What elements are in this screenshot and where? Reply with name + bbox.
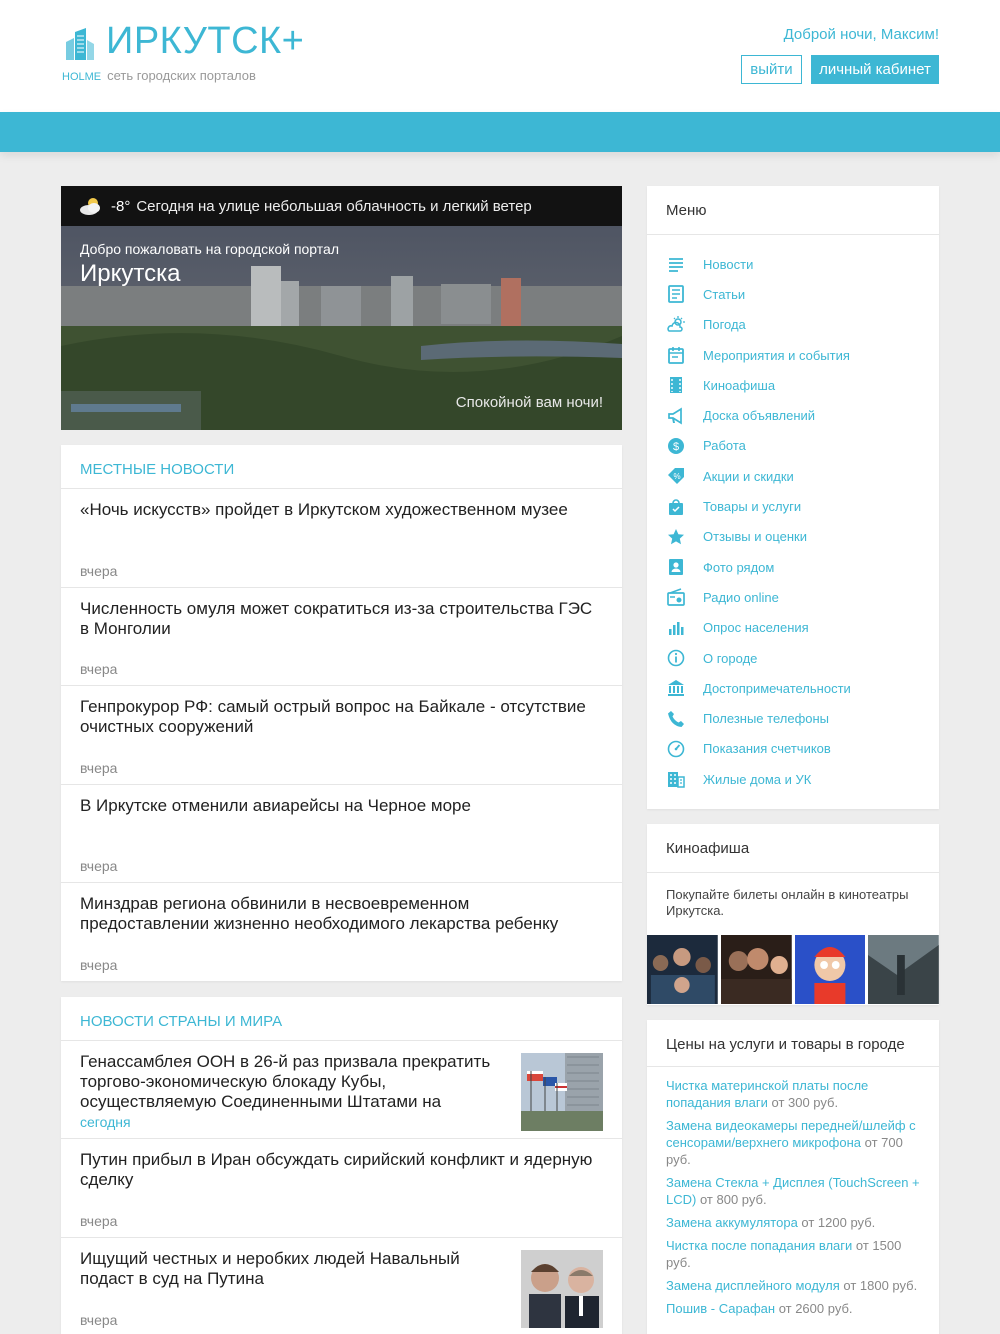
menu-item-articles[interactable] [647,279,939,309]
partly-cloudy-icon [79,196,103,216]
price-value: от 700 руб. [666,1135,903,1167]
menu-item-label: Радио online [703,589,779,605]
menu-title: Меню [647,186,939,235]
news-icon [667,255,685,273]
shopping-bag-icon [667,498,685,516]
star-icon [667,528,685,546]
navalny-putin-image[interactable] [521,1250,603,1328]
svg-text:$: $ [672,440,680,453]
price-value: от 1500 руб. [666,1238,902,1270]
news-item[interactable] [61,686,622,785]
menu-item-label: Работа [703,438,746,454]
news-time: вчера [80,759,118,776]
news-item[interactable] [61,489,622,588]
news-title[interactable]: Численность омуля может сократиться из-за строительства ГЭС в Монголии [80,598,593,638]
price-link[interactable]: Замена дисплейного модуля [666,1278,840,1293]
news-title[interactable]: Минздрав региона обвинили в несвоевременном предоставлении жизненно необходимого лекарства ребенку [80,894,559,933]
menu-item-radio[interactable] [647,582,939,612]
menu-item-label: Статьи [703,286,746,302]
megaphone-icon [667,407,685,425]
price-value: от 2600 руб. [778,1301,853,1316]
menu-item-cinema[interactable] [647,370,939,400]
logo-buildings-icon [62,28,98,64]
menu-item-discounts[interactable] [647,461,939,491]
hero-banner [61,186,622,430]
price-value: от 1200 руб. [801,1215,876,1230]
menu-item-events[interactable] [647,340,939,370]
logout-button[interactable]: выйти [741,55,802,84]
prices-title[interactable]: Цены на услуги и товары в городе [647,1020,939,1067]
news-item[interactable] [61,588,622,687]
menu-item-reviews[interactable] [647,522,939,552]
weather-description: Сегодня на улице небольшая облачность и легкий ветер [136,197,532,215]
movie-poster[interactable] [868,935,939,1004]
movie-poster[interactable] [721,935,792,1004]
menu-card [647,186,939,809]
kino-title[interactable]: Киноафиша [647,824,939,873]
menu-item-label: Доска объявлений [703,408,816,424]
greeting-text: Доброй ночи, Максим! [783,26,939,43]
personal-cabinet-button[interactable]: личный кабинет [811,55,939,84]
price-item [666,1077,920,1111]
world-news-title[interactable]: НОВОСТИ СТРАНЫ И МИРА [61,997,622,1041]
price-list [647,1067,939,1317]
news-title[interactable]: «Ночь искусств» пройдет в Иркутском художественном музее [80,500,568,519]
kino-posters [647,935,939,1004]
weather-bar[interactable] [61,186,622,226]
holme-label: HOLME [62,71,102,83]
price-value: от 300 руб. [771,1095,839,1110]
article-icon [667,285,685,303]
price-item [666,1300,920,1317]
price-link[interactable]: Замена Стекла + Дисплея (TouchScreen + LCD) [666,1175,920,1207]
poll-icon [667,619,685,637]
logo-subtitle-text: сеть городских порталов [107,68,256,83]
un-flags-image[interactable] [521,1053,603,1131]
news-title[interactable]: Путин прибыл в Иран обсуждать сирийский конфликт и ядерную сделку [80,1150,593,1189]
price-item [666,1214,920,1231]
movie-poster[interactable] [647,935,718,1004]
price-link[interactable]: Замена аккумулятора [666,1215,798,1230]
site-header [0,0,1000,112]
menu-item-label: Киноафиша [703,377,776,393]
menu-item-label: Достопримечательности [703,680,851,696]
world-news-card [61,997,622,1334]
menu-item-goods[interactable] [647,491,939,521]
radio-icon [667,588,685,606]
dollar-icon [667,437,685,455]
price-value: от 1800 руб. [843,1278,918,1293]
menu-item-meters[interactable] [647,734,939,764]
menu-item-label: Жилые дома и УК [703,771,812,787]
prices-card [647,1020,939,1334]
news-title[interactable]: Ищущий честных и неробких людей Навальный подаст в суд на Путина [80,1248,460,1288]
movie-poster[interactable] [795,935,866,1004]
price-item [666,1277,920,1294]
menu-item-weather[interactable] [647,310,939,340]
news-time: вчера [80,1212,118,1229]
price-link[interactable]: Пошив - Сарафан [666,1301,776,1316]
news-time: вчера [80,1311,118,1328]
discount-icon [667,467,685,485]
menu-item-about[interactable] [647,643,939,673]
menu-item-housing[interactable] [647,764,939,794]
news-time: вчера [80,957,118,973]
logo-subtitle [62,68,256,83]
news-item[interactable] [61,883,622,981]
news-title[interactable]: В Иркутске отменили авиарейсы на Черное море [80,795,471,815]
menu-item-label: О городе [703,650,758,666]
landmark-icon [667,679,685,697]
price-item [666,1117,920,1168]
price-value: от 800 руб. [699,1192,767,1207]
news-time: вчера [80,562,118,579]
menu-item-poll[interactable] [647,613,939,643]
kino-text: Покупайте билеты онлайн в кинотеатры Иркутска. [666,887,909,918]
menu-item-jobs[interactable] [647,431,939,461]
menu-item-sights[interactable] [647,673,939,703]
news-item[interactable] [61,785,622,884]
menu-item-label: Мероприятия и события [703,347,850,363]
menu-list [647,235,939,804]
price-item [666,1174,920,1208]
menu-item-label: Полезные телефоны [703,711,830,727]
news-title[interactable]: Генпрокурор РФ: самый острый вопрос на Байкале - отсутствие очистных сооружений [80,697,586,736]
photo-icon [667,558,685,576]
temperature: -8° [111,197,131,215]
menu-item-label: Товары и услуги [703,499,802,515]
menu-item-label: Показания счетчиков [703,741,831,757]
price-link[interactable]: Чистка после попадания влаги [666,1238,853,1253]
news-title[interactable]: Генассамблея ООН в 26-й раз призвала прекратить торгово-экономическую блокаду Кубы, осуществляемую Соединенными Штатами на [80,1052,491,1111]
hero-night-wish: Спокойной вам ночи! [455,394,603,411]
kino-card [647,824,939,1005]
calendar-icon [667,346,685,364]
menu-item-photos[interactable] [647,552,939,582]
news-item[interactable] [61,1139,622,1238]
menu-item-label: Акции и скидки [703,468,794,484]
news-time: вчера [80,858,118,874]
menu-item-news[interactable] [647,249,939,279]
menu-item-board[interactable] [647,400,939,430]
nav-bar [0,112,1000,152]
price-link[interactable]: Чистка материнской платы после попадания влаги [666,1078,869,1110]
svg-text:%: % [673,472,681,482]
meter-icon [667,740,685,758]
building-icon [667,770,685,788]
news-item[interactable] [61,1238,622,1334]
news-time: вчера [80,661,118,677]
weather-icon [667,316,685,334]
price-item [666,1237,920,1271]
film-icon [667,376,685,394]
info-icon [667,649,685,667]
menu-item-label: Новости [703,256,754,272]
price-link[interactable]: Замена видеокамеры передней/шлейф с сенсорами/верхнего микрофона [666,1118,916,1150]
phone-icon [667,710,685,728]
menu-item-label: Опрос населения [703,620,809,636]
local-news-title[interactable]: МЕСТНЫЕ НОВОСТИ [61,445,622,489]
news-time: сегодня [80,1114,131,1130]
local-news-card [61,445,622,981]
hero-city: Иркутска [80,260,181,287]
menu-item-label: Фото рядом [703,559,775,575]
menu-item-phones[interactable] [647,703,939,733]
logo-title: ИРКУТСК+ [106,20,305,62]
menu-item-label: Погода [703,317,746,333]
site-logo[interactable] [62,20,322,86]
news-item[interactable] [61,1041,622,1139]
menu-item-label: Отзывы и оценки [703,529,807,545]
hero-welcome: Добро пожаловать на городской портал [80,241,339,257]
